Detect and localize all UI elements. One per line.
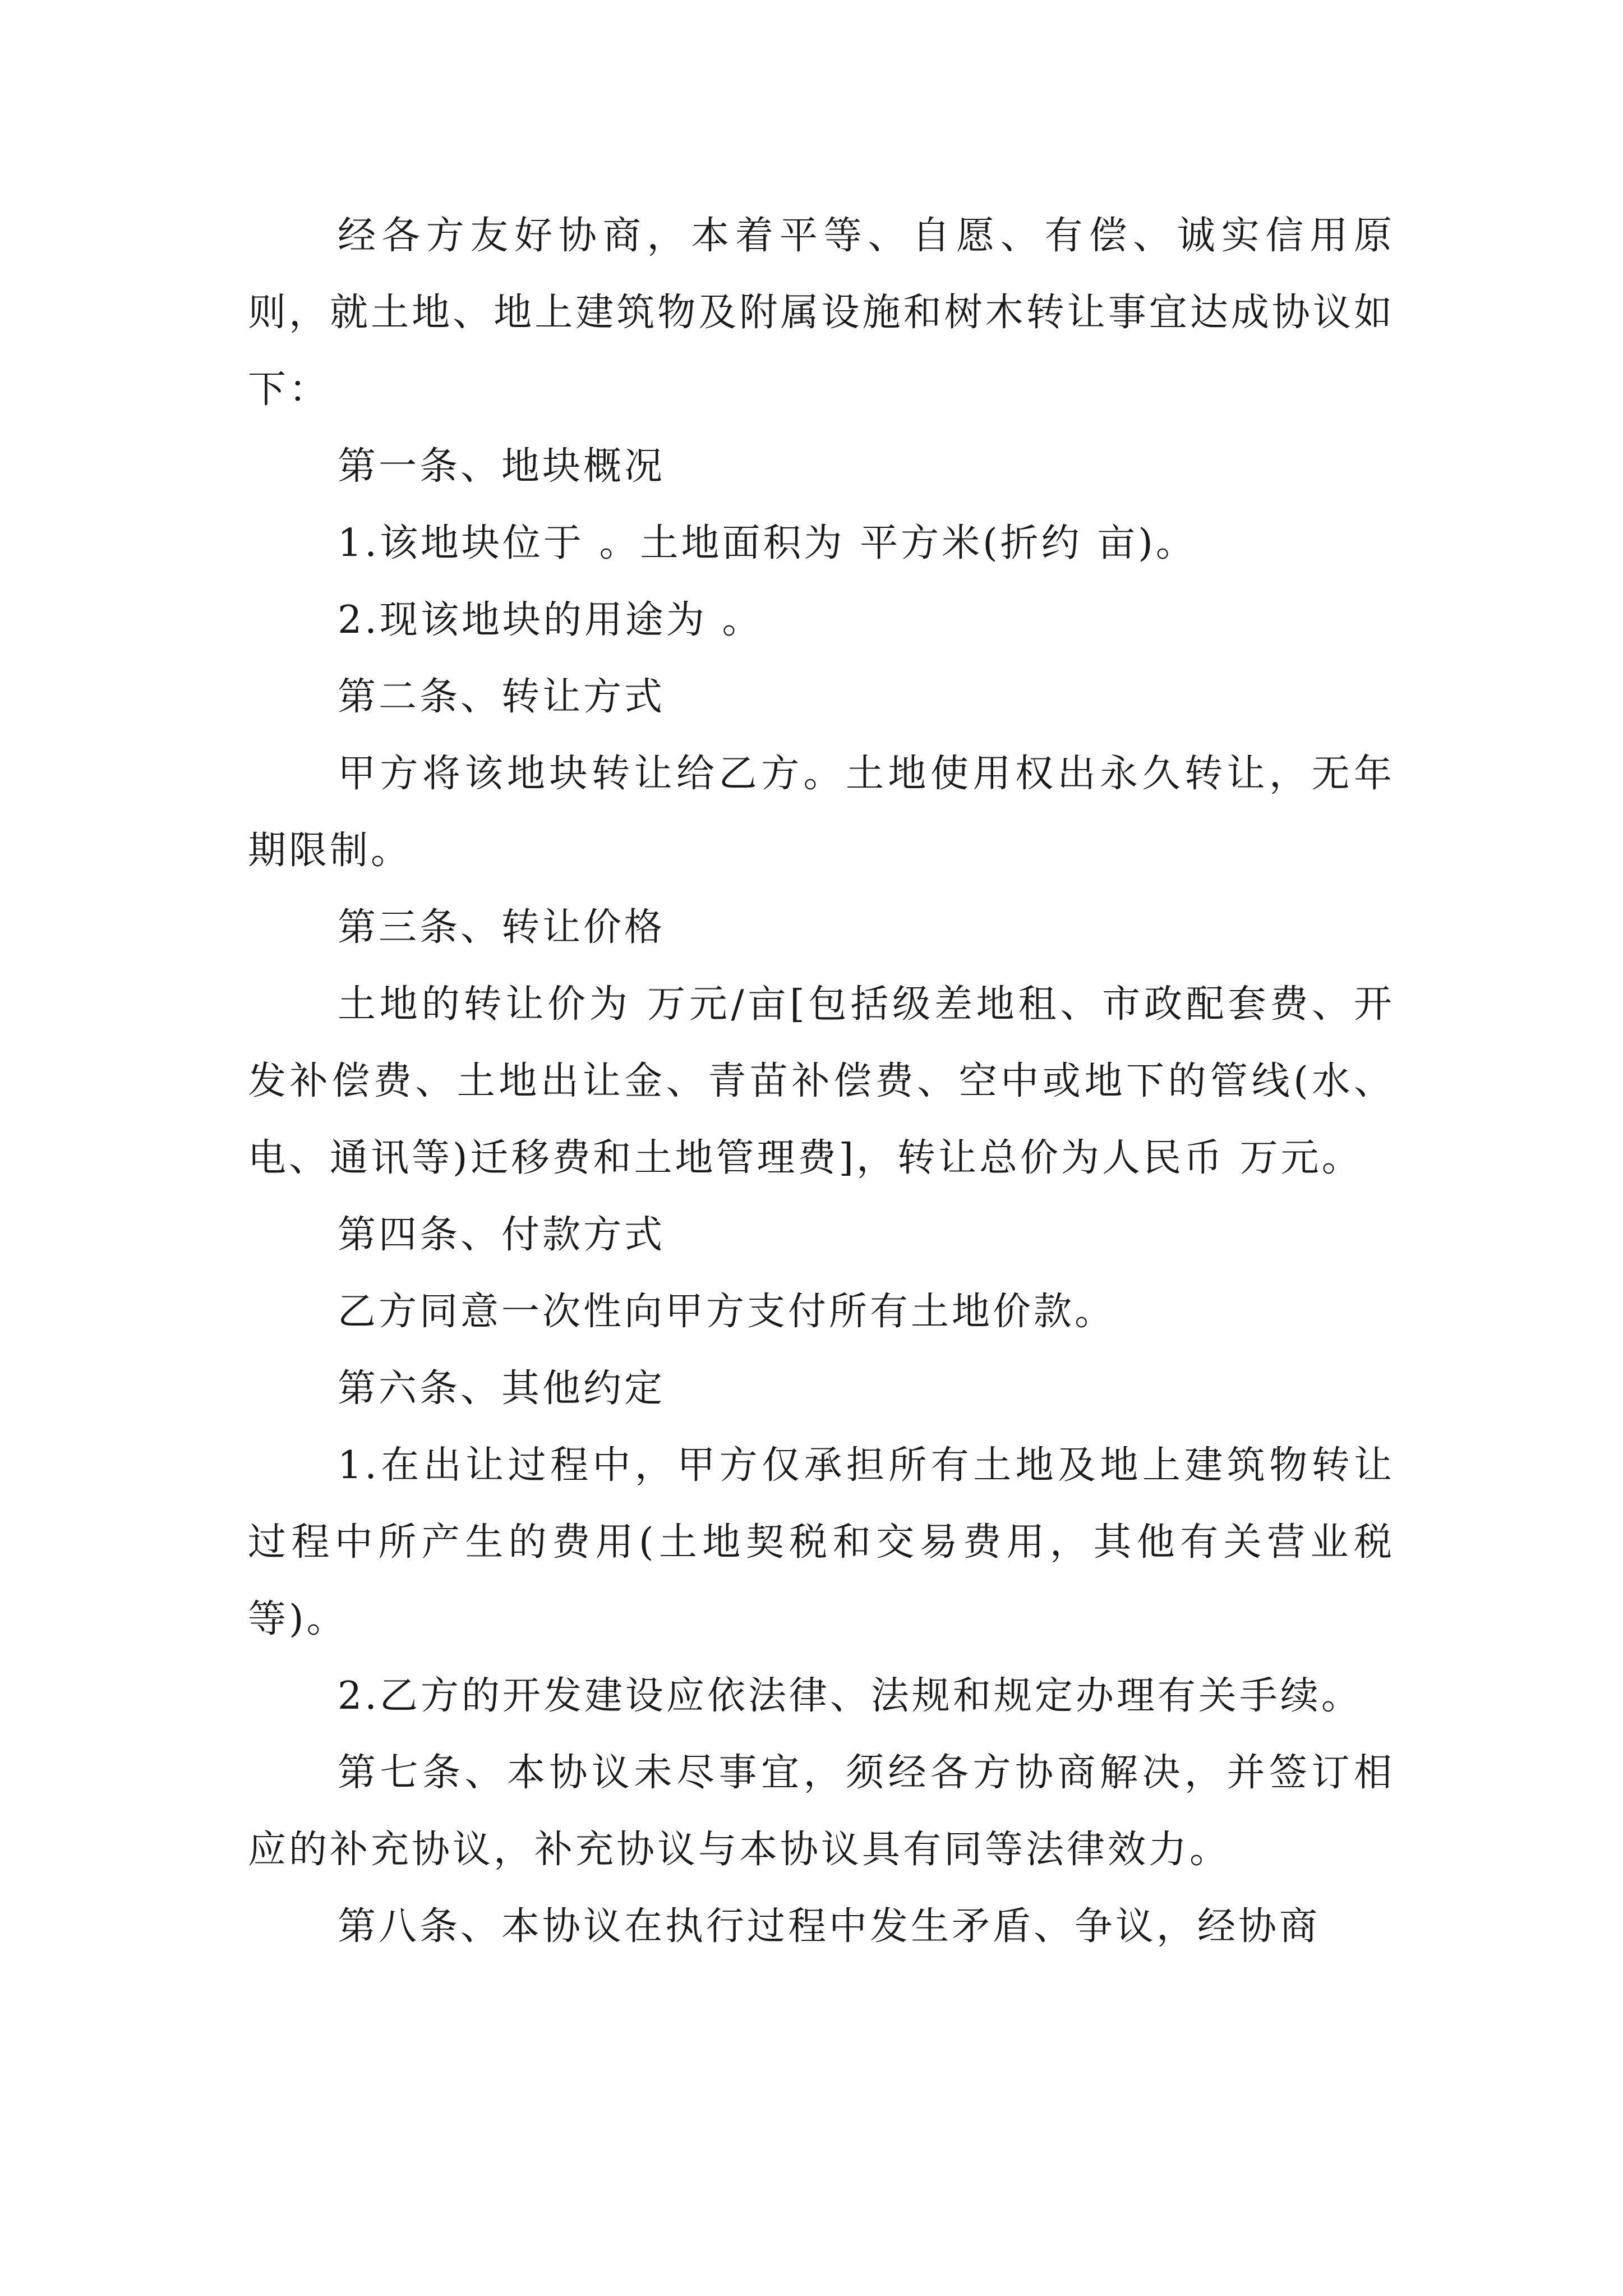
article-6-item-2: 2.乙方的开发建设应依法律、法规和规定办理有关手续。	[338, 1674, 1362, 1718]
article-6-item-1: 1.在出让过程中，甲方仅承担所有土地及地上建筑物转让过程中所产生的费用(土地契税和交易费用，其他有关营业税等)。	[248, 1443, 1395, 1641]
article-1-heading: 第一条、地块概况	[338, 444, 666, 489]
article-3-heading: 第三条、转让价格	[338, 905, 666, 950]
intro-paragraph: 经各方友好协商，本着平等、自愿、有偿、诚实信用原则，就土地、地上建筑物及附属设施和树木转让事宜达成协议如下：	[248, 214, 1395, 412]
article-6-heading: 第六条、其他约定	[338, 1366, 666, 1411]
article-2-heading: 第二条、转让方式	[338, 675, 666, 719]
article-3-body: 土地的转让价为 万元/亩[包括级差地租、市政配套费、开发补偿费、土地出让金、青苗补偿费、空中或地下的管线(水、电、通讯等)迁移费和土地管理费]，转让总价为人民币 万元。	[248, 982, 1395, 1180]
document-body	[248, 197, 1395, 1965]
article-8-paragraph: 第八条、本协议在执行过程中发生矛盾、争议，经协商	[338, 1904, 1321, 1949]
article-1-item-2: 2.现该地块的用途为 。	[338, 598, 763, 642]
article-4-heading: 第四条、付款方式	[338, 1213, 666, 1257]
article-7-paragraph: 第七条、本协议未尽事宜，须经各方协商解决，并签订相应的补充协议，补充协议与本协议具有同等法律效力。	[248, 1751, 1395, 1872]
article-4-body: 乙方同意一次性向甲方支付所有土地价款。	[338, 1290, 1116, 1334]
article-1-item-1: 1.该地块位于 。土地面积为 平方米(折约 亩)。	[338, 521, 1197, 565]
article-2-body: 甲方将该地块转让给乙方。土地使用权出永久转让，无年期限制。	[248, 752, 1395, 873]
